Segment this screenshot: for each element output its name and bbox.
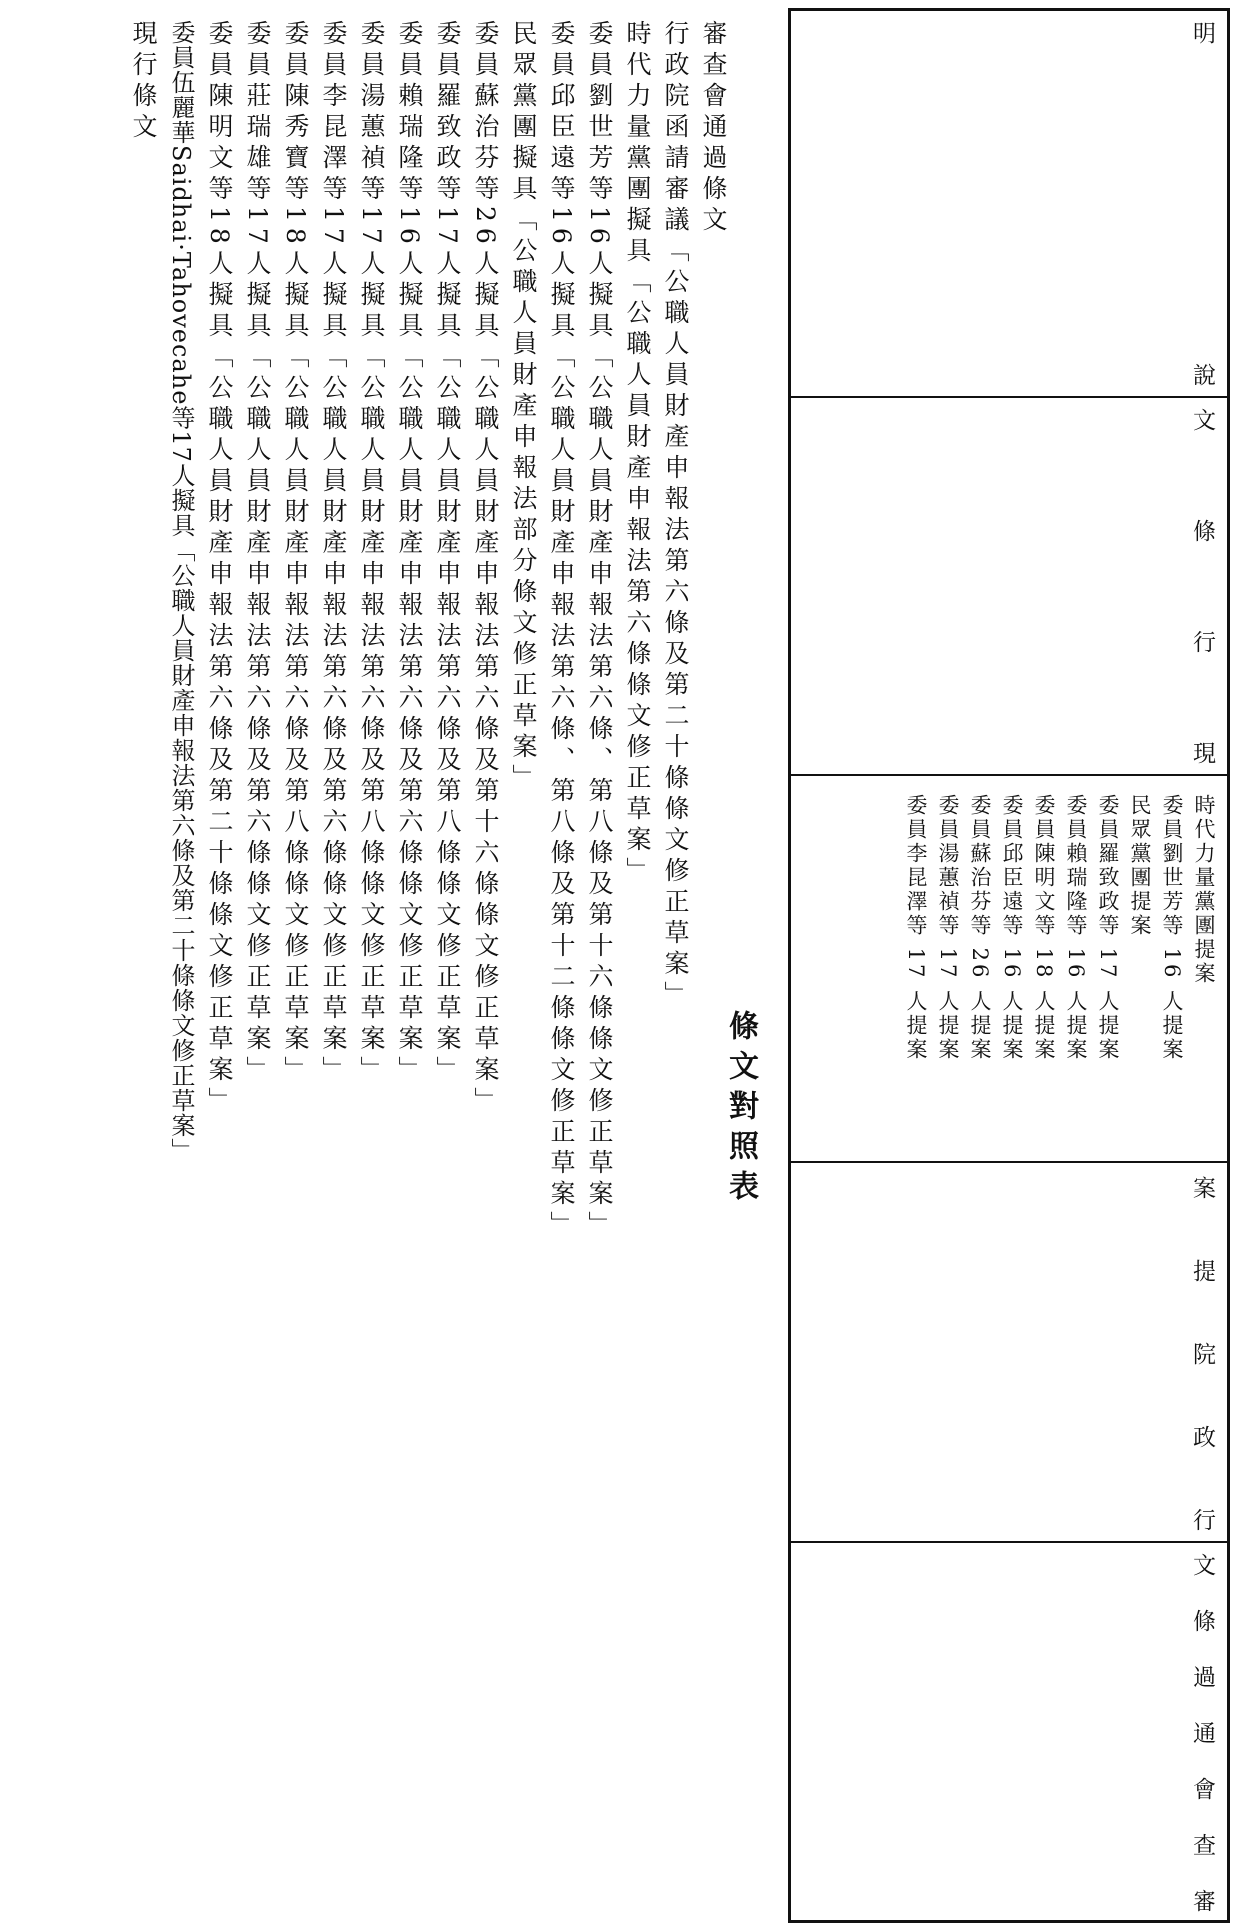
- table-caption: 條文對照表: [723, 1010, 758, 1210]
- heading-column: 委員湯蕙禎等17人擬具「公職人員財產申報法第六條及第八條條文修正草案」: [357, 20, 386, 1087]
- proposal-column: [791, 776, 1227, 1541]
- comparison-table: [788, 8, 1230, 1923]
- proposal-header: 案 提 院 政 行: [1189, 1176, 1215, 1531]
- heading-area: [90, 20, 730, 1720]
- heading-column: 委員陳秀寶等18人擬具「公職人員財產申報法第六條及第八條條文修正草案」: [281, 20, 310, 1087]
- heading-column: 委員羅致政等17人擬具「公職人員財產申報法第六條及第八條條文修正草案」: [433, 20, 462, 1087]
- proposal-item: 民眾黨團提案: [1128, 794, 1152, 938]
- heading-column: 委員賴瑞隆等16人擬具「公職人員財產申報法第六條及第六條條文修正草案」: [395, 20, 424, 1087]
- heading-column: 委員劉世芳等16人擬具「公職人員財產申報法第六條、第八條及第十六條條文修正草案」: [585, 20, 614, 1242]
- heading-column: 時代力量黨團擬具「公職人員財產申報法第六條條文修正草案」: [623, 20, 652, 888]
- proposal-item: 委員李昆澤等 17 人提案: [904, 794, 928, 1063]
- proposal-list: [791, 776, 1227, 1541]
- proposal-item: 委員湯蕙禎等 17 人提案: [936, 794, 960, 1063]
- current-header: 文 條 行 現: [1189, 408, 1215, 764]
- heading-column: 委員陳明文等18人擬具「公職人員財產申報法第六條及第二十條條文修正草案」: [205, 20, 234, 1118]
- heading-column: 行政院函請審議「公職人員財產申報法第六條及第二十條條文修正草案」: [661, 20, 690, 1012]
- heading-column: 委員伍麗華Saidhai·Tahovecahe等17人擬具「公職人員財產申報法第六條及第二十條條文修正草案」: [167, 20, 195, 1163]
- heading-column: 委員蘇治芬等26人擬具「公職人員財產申報法第六條及第十六條條文修正草案」: [471, 20, 500, 1118]
- heading-column: 委員李昆澤等17人擬具「公職人員財產申報法第六條及第六條條文修正草案」: [319, 20, 348, 1087]
- review-header: 文 條 過 通 會 查 審: [1189, 1553, 1215, 1912]
- heading-column: 委員莊瑞雄等17人擬具「公職人員財產申報法第六條及第六條條文修正草案」: [243, 20, 272, 1087]
- current-text-column: [791, 398, 1227, 776]
- proposal-item: 委員邱臣遠等 16 人提案: [1000, 794, 1024, 1063]
- proposal-item: 委員蘇治芬等 26 人提案: [968, 794, 992, 1063]
- explain-column: [791, 11, 1227, 398]
- heading-column: 現行條文: [129, 20, 158, 144]
- proposal-item: 委員劉世芳等 16 人提案: [1160, 794, 1184, 1063]
- proposal-item: 時代力量黨團提案: [1192, 794, 1216, 986]
- proposal-item: 委員羅致政等 17 人提案: [1096, 794, 1120, 1063]
- heading-column: 審查會通過條文: [699, 20, 728, 237]
- explain-header: 明 說: [1189, 21, 1215, 386]
- review-text-column: [791, 1541, 1227, 1922]
- proposal-item: 委員賴瑞隆等 16 人提案: [1064, 794, 1088, 1063]
- heading-column: 委員邱臣遠等16人擬具「公職人員財產申報法第六條、第八條及第十二條條文修正草案」: [547, 20, 576, 1242]
- heading-column: 民眾黨團擬具「公職人員財產申報法部分條文修正草案」: [509, 20, 538, 795]
- cell-divider: [791, 1161, 1227, 1163]
- proposal-item: 委員陳明文等 18 人提案: [1032, 794, 1056, 1063]
